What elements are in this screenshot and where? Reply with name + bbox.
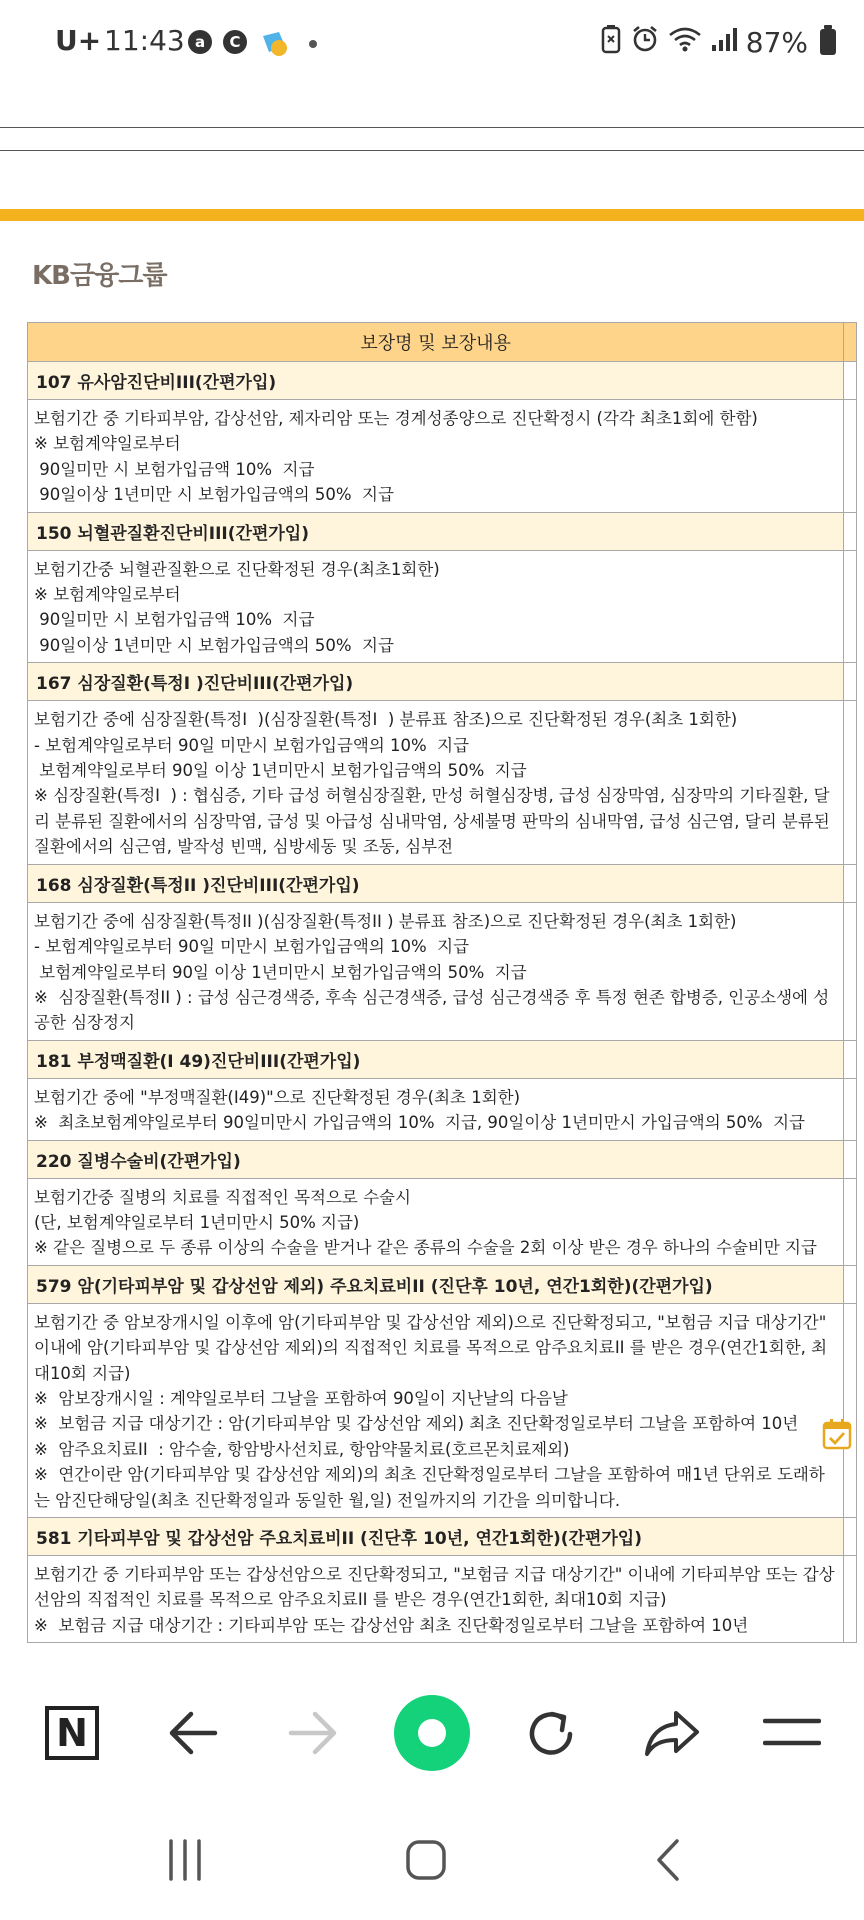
coverage-text-line: ※ 최초보험계약일로부터 90일미만시 가입금액의 10% 지급, 90일이상 1년미만시 가입금액의 50% 지급 xyxy=(34,1113,805,1133)
share-icon xyxy=(642,1708,702,1758)
coverage-item-body xyxy=(28,1303,844,1517)
coverage-item-body xyxy=(28,1556,844,1643)
battery-saver-icon xyxy=(600,24,622,61)
menu-icon xyxy=(763,1713,821,1753)
page-divider-top xyxy=(0,127,864,128)
coverage-title-row xyxy=(28,864,857,902)
coverage-item-body xyxy=(28,550,844,663)
home-button[interactable] xyxy=(386,1820,466,1900)
table-edge-cell xyxy=(844,1303,857,1517)
coverage-text-line: 보험기간중 뇌혈관질환으로 진단확정된 경우(최초1회한) xyxy=(34,559,440,579)
coverage-item-title: 167 심장질환(특정I )진단비III(간편가입) xyxy=(28,663,844,701)
naver-home-icon: N xyxy=(45,1706,99,1760)
coverage-text-line: 보험계약일로부터 90일 이상 1년미만시 보험가입금액의 50% 지급 xyxy=(34,962,527,982)
back-arrow-icon xyxy=(165,1708,221,1758)
coverage-item-title: 181 부정맥질환(I 49)진단비III(간편가입) xyxy=(28,1040,844,1078)
table-header-edge xyxy=(844,323,857,362)
battery-percent: 87% xyxy=(745,25,808,59)
alarm-icon xyxy=(630,24,660,61)
coverage-item-body xyxy=(28,701,844,864)
coverage-body-row xyxy=(28,902,857,1040)
forward-arrow-icon xyxy=(285,1708,341,1758)
notification-c-icon: C xyxy=(223,30,247,54)
coverage-item-title: 168 심장질환(특정II )진단비III(간편가입) xyxy=(28,864,844,902)
table-header: 보장명 및 보장내용 xyxy=(28,323,844,362)
table-edge-cell xyxy=(844,864,857,902)
coverage-text-line: 보험기간 중 암보장개시일 이후에 암(기타피부암 및 갑상선암 제외)으로 진단확정되고, "보험금 지급 대상기간" 이내에 암(기타피부암 및 갑상선암 제외)의 직접적인 치료를 목적으로 암주요치료II 를 받은 경우(연간1회한, 최대10회 지급) xyxy=(34,1312,832,1383)
table-edge-cell xyxy=(844,1140,857,1178)
system-back-button[interactable] xyxy=(628,1820,708,1900)
home-icon xyxy=(404,1838,448,1882)
coverage-text-line: 보험기간 중에 "부정맥질환(I49)"으로 진단확정된 경우(최초 1회한) xyxy=(34,1087,521,1107)
table-edge-cell xyxy=(844,400,857,513)
table-edge-cell xyxy=(844,902,857,1040)
table-edge-cell xyxy=(844,1265,857,1303)
coverage-text-line: ※ 보험계약일로부터 xyxy=(34,585,181,605)
table-edge-cell xyxy=(844,1178,857,1265)
clock: 11:43 xyxy=(104,24,185,57)
menu-button[interactable] xyxy=(747,1688,837,1778)
coverage-item-body xyxy=(28,902,844,1040)
table-edge-cell xyxy=(844,701,857,864)
recent-apps-icon xyxy=(163,1837,207,1883)
status-bar xyxy=(0,0,864,88)
table-edge-cell xyxy=(844,550,857,663)
coverage-text-line: ※ 연간이란 암(기타피부암 및 갑상선암 제외)의 최초 진단확정일로부터 그날을 포함하여 매1년 단위로 도래하는 암진단해당일(최초 진단확정일과 동일한 월,일) 전일까지의 기간을 의미합니다. xyxy=(34,1465,825,1510)
coverage-text-line: 보험계약일로부터 90일 이상 1년미만시 보험가입금액의 50% 지급 xyxy=(34,761,527,781)
coverage-item-body xyxy=(28,400,844,513)
table-header-row xyxy=(28,323,857,362)
coverage-item-title: 220 질병수술비(간편가입) xyxy=(28,1140,844,1178)
table-edge-cell xyxy=(844,1556,857,1643)
coverage-item-title: 581 기타피부암 및 갑상선암 주요치료비II (진단후 10년, 연간1회한)(간편가입) xyxy=(28,1518,844,1556)
coverage-text-line: 90일미만 시 보험가입금액 10% 지급 xyxy=(34,610,315,630)
coverage-text-line: 90일이상 1년미만 시 보험가입금액의 50% 지급 xyxy=(34,635,394,655)
coverage-text-line: - 보험계약일로부터 90일 미만시 보험가입금액의 10% 지급 xyxy=(34,735,470,755)
coverage-title-row xyxy=(28,1140,857,1178)
coverage-text-line: (단, 보험계약일로부터 1년미만시 50% 지급) xyxy=(34,1212,360,1232)
green-dot-icon xyxy=(394,1695,470,1771)
coverage-title-row xyxy=(28,1518,857,1556)
coverage-text-line: 90일미만 시 보험가입금액 10% 지급 xyxy=(34,459,315,479)
coverage-text-line: 보험기간 중에 심장질환(특정I )(심장질환(특정I ) 분류표 참조)으로 진단확정된 경우(최초 1회한) xyxy=(34,710,738,730)
coverage-text-line: - 보험계약일로부터 90일 미만시 보험가입금액의 10% 지급 xyxy=(34,937,470,957)
coverage-body-row xyxy=(28,1078,857,1140)
coverage-text-line: ※ 보험금 지급 대상기간 : 기타피부암 또는 갑상선암 최초 진단확정일로부터 그날을 포함하여 10년 xyxy=(34,1615,749,1635)
notification-a-icon: a xyxy=(188,30,212,54)
naver-home-button[interactable] xyxy=(27,1688,117,1778)
forward-button[interactable] xyxy=(268,1688,358,1778)
coverage-body-row xyxy=(28,400,857,513)
table-edge-cell xyxy=(844,1040,857,1078)
calendar-check-icon[interactable] xyxy=(822,1418,852,1450)
browser-toolbar xyxy=(0,1670,864,1800)
recent-apps-button[interactable] xyxy=(145,1820,225,1900)
green-dot-button[interactable] xyxy=(387,1688,477,1778)
page-divider xyxy=(0,150,864,151)
coverage-title-row xyxy=(28,663,857,701)
coverage-text-line: 보험기간 중에 심장질환(특정II )(심장질환(특정II ) 분류표 참조)으로 진단확정된 경우(최초 1회한) xyxy=(34,911,737,931)
coverage-body-row xyxy=(28,1556,857,1643)
coverage-title-row xyxy=(28,512,857,550)
status-right xyxy=(600,24,836,60)
kb-logo: KB금융그룹 xyxy=(32,261,167,291)
coverage-body-row xyxy=(28,701,857,864)
system-nav-bar xyxy=(0,1800,864,1920)
coverage-text-line: ※ 보험계약일로부터 xyxy=(34,434,181,454)
coverage-title-row xyxy=(28,1040,857,1078)
coverage-text-line: 보험기간 중 기타피부암 또는 갑상선암으로 진단확정되고, "보험금 지급 대상기간" 이내에 기타피부암 또는 갑상선암의 직접적인 치료를 목적으로 암주요치료II 를 받은 경우(연간1회한, 최대10회 지급) xyxy=(34,1565,835,1610)
coverage-text-line: ※ 보험금 지급 대상기간 : 암(기타피부암 및 갑상선암 제외) 최초 진단확정일로부터 그날을 포함하여 10년 xyxy=(34,1414,799,1434)
more-notifications-dot xyxy=(309,40,317,48)
refresh-button[interactable] xyxy=(506,1688,596,1778)
coverage-text-line: ※ 심장질환(특정II ) : 급성 심근경색증, 후속 심근경색증, 급성 심근경색증 후 특정 현존 합병증, 인공소생에 성공한 심장정지 xyxy=(34,987,830,1033)
wifi-icon xyxy=(668,25,702,60)
coverage-item-body xyxy=(28,1178,844,1265)
coverage-text-line: 90일이상 1년미만 시 보험가입금액의 50% 지급 xyxy=(34,485,394,505)
signal-icon xyxy=(710,25,738,60)
coverage-text-line: ※ 같은 질병으로 두 종류 이상의 수술을 받거나 같은 종류의 수술을 2회 이상 받은 경우 하나의 수술비만 지급 xyxy=(34,1238,817,1258)
coverage-body-row xyxy=(28,1178,857,1265)
share-button[interactable] xyxy=(627,1688,717,1778)
coverage-item-body xyxy=(28,1078,844,1140)
back-button[interactable] xyxy=(148,1688,238,1778)
coverage-text-line: ※ 암주요치료II : 암수술, 항암방사선치료, 항암약물치료(호르몬치료제외) xyxy=(34,1439,570,1459)
app-notification-icon xyxy=(259,28,291,58)
brand-accent-bar xyxy=(0,209,864,221)
coverage-text-line: 보험기간 중 기타피부암, 갑상선암, 제자리암 또는 경계성종양으로 진단확정시 (각각 최초1회에 한함) xyxy=(34,409,758,428)
battery-icon xyxy=(820,29,836,55)
coverage-title-row xyxy=(28,1265,857,1303)
carrier-label: U+ xyxy=(55,24,102,57)
coverage-body-row xyxy=(28,1303,857,1517)
coverage-text-line: ※ 심장질환(특정I ) : 협심증, 기타 급성 허혈심장질환, 만성 허혈심장병, 급성 심장막염, 심장막의 기타질환, 달리 분류된 질환에서의 심장막염, 급성 및 아급성 심내막염, 상세불명 판막의 심내막염, 급성 심근염, 달리 분류된 질환에서의 심근염, 발작성 빈맥, 심방세동 및 조동, 심부전 xyxy=(34,786,835,857)
coverage-body-row xyxy=(28,550,857,663)
table-edge-cell xyxy=(844,1078,857,1140)
coverage-item-title: 150 뇌혈관질환진단비III(간편가입) xyxy=(28,512,844,550)
table-edge-cell xyxy=(844,362,857,400)
coverage-item-title: 579 암(기타피부암 및 갑상선암 제외) 주요치료비II (진단후 10년, 연간1회한)(간편가입) xyxy=(28,1265,844,1303)
table-edge-cell xyxy=(844,663,857,701)
refresh-icon xyxy=(522,1704,580,1762)
coverage-table-wrap xyxy=(27,322,857,1643)
coverage-text-line: ※ 암보장개시일 : 계약일로부터 그날을 포함하여 90일이 지난날의 다음날 xyxy=(34,1388,568,1408)
coverage-table xyxy=(27,322,857,1643)
back-icon xyxy=(651,1837,685,1883)
coverage-text-line: 보험기간중 질병의 치료를 직접적인 목적으로 수술시 xyxy=(34,1187,411,1207)
coverage-item-title: 107 유사암진단비III(간편가입) xyxy=(28,362,844,400)
table-edge-cell xyxy=(844,512,857,550)
coverage-title-row xyxy=(28,362,857,400)
table-edge-cell xyxy=(844,1518,857,1556)
